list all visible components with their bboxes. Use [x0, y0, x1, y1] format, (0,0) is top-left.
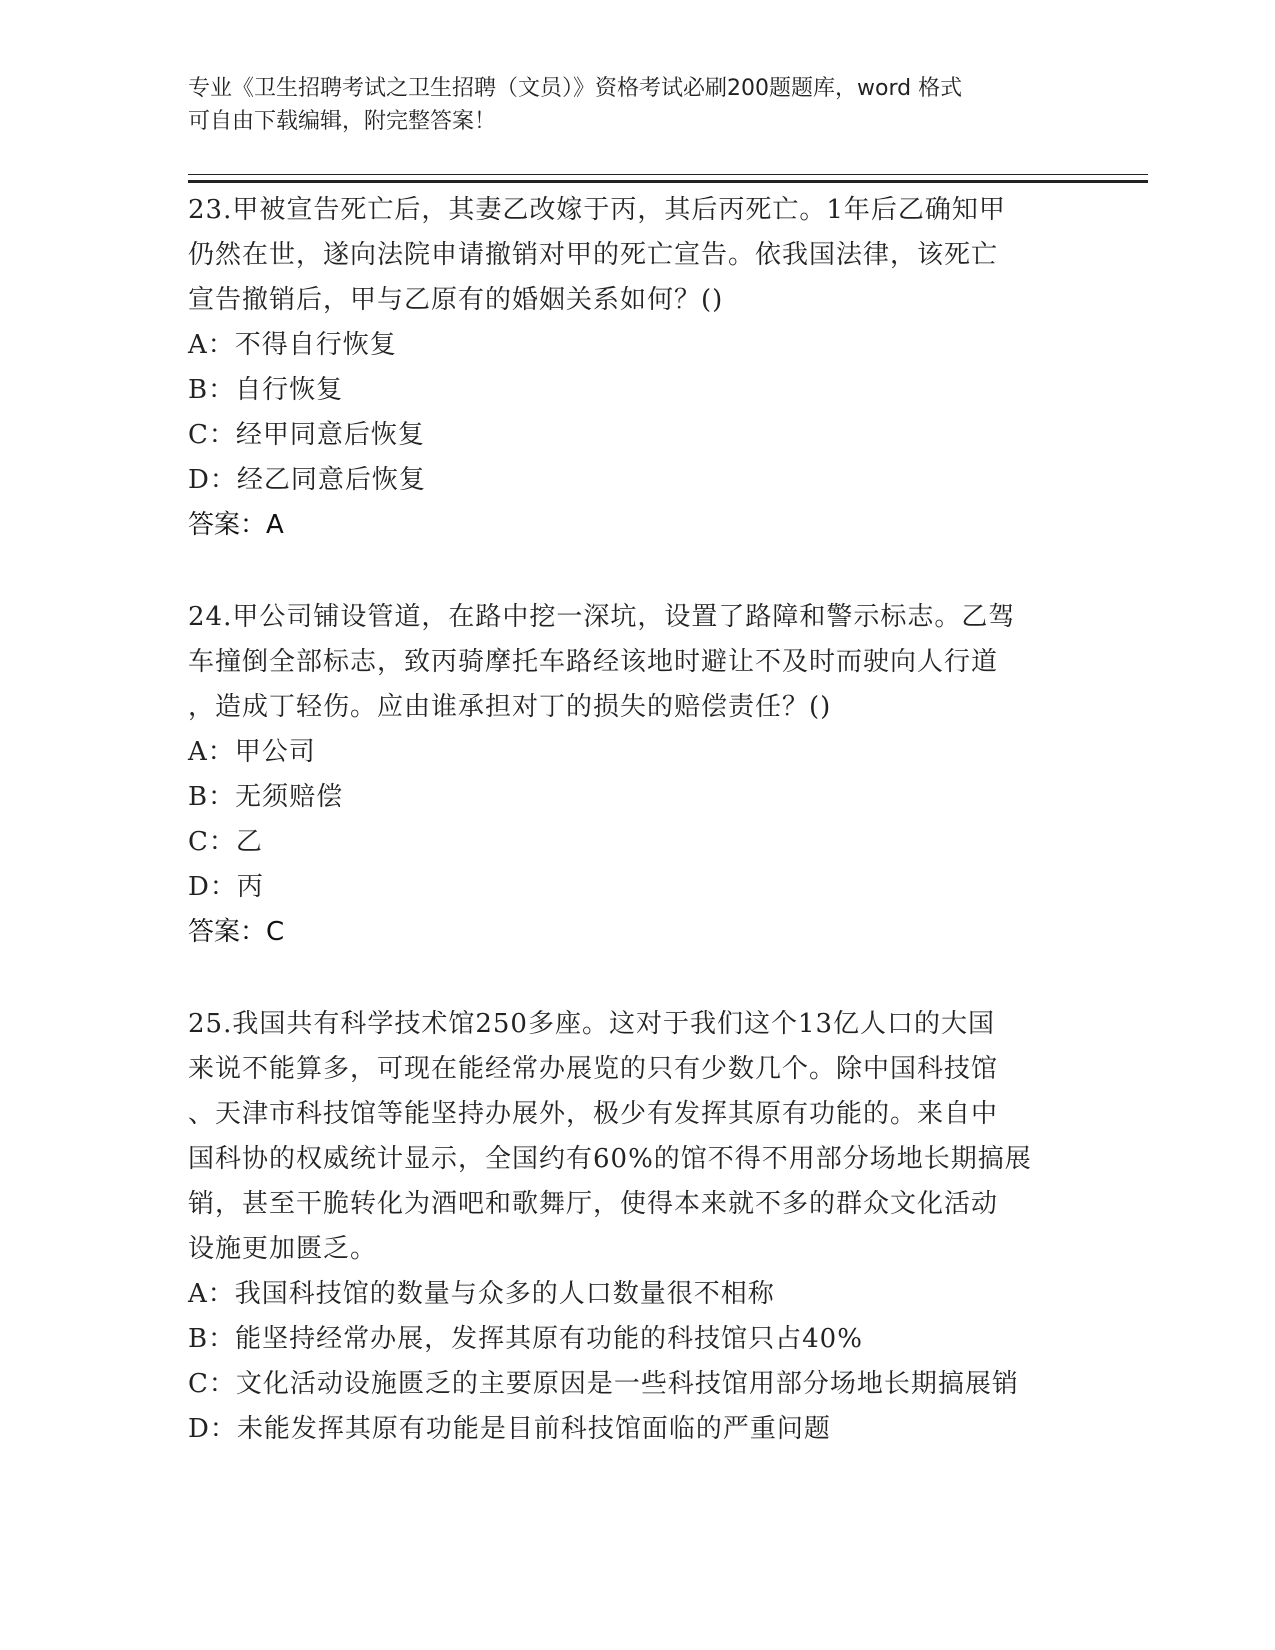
question-stem-line: 车撞倒全部标志，致丙骑摩托车路经该地时避让不及时而驶向人行道 [188, 647, 999, 677]
question-stem-line: 宣告撤销后，甲与乙原有的婚姻关系如何？() [188, 285, 724, 315]
answer-label: 答案：C [188, 917, 285, 947]
question-25 [188, 1002, 1088, 1452]
question-list [188, 188, 1088, 1452]
question-23 [188, 188, 1088, 548]
question-spacer [188, 955, 1088, 1002]
header-title-line-1: 专业《卫生招聘考试之卫生招聘（文员）》资格考试必刷200题题库，word 格式 [188, 76, 963, 101]
answer-label: 答案：A [188, 510, 284, 540]
header-divider-thin [188, 174, 1148, 175]
question-stem-line: 销，甚至干脆转化为酒吧和歌舞厅，使得本来就不多的群众文化活动 [188, 1189, 999, 1219]
option-d: D：未能发挥其原有功能是目前科技馆面临的严重问题 [188, 1414, 831, 1444]
option-c: C：经甲同意后恢复 [188, 420, 425, 450]
option-b: B：自行恢复 [188, 375, 344, 405]
question-stem-line: 25.我国共有科学技术馆250多座。这对于我们这个13亿人口的大国 [188, 1009, 996, 1039]
option-b: B：能坚持经常办展，发挥其原有功能的科技馆只占40% [188, 1324, 863, 1354]
question-stem-line: 仍然在世，遂向法院申请撤销对甲的死亡宣告。依我国法律，该死亡 [188, 240, 999, 270]
question-stem-line: ，造成丁轻伤。应由谁承担对丁的损失的赔偿责任？() [188, 692, 832, 722]
document-header [188, 72, 1068, 138]
question-spacer [188, 548, 1088, 595]
option-d: D：丙 [188, 872, 264, 902]
option-a: A：我国科技馆的数量与众多的人口数量很不相称 [188, 1279, 775, 1309]
question-stem-line: 24.甲公司铺设管道，在路中挖一深坑，设置了路障和警示标志。乙驾 [188, 602, 1016, 632]
question-stem-line: 设施更加匮乏。 [188, 1234, 378, 1264]
question-stem-line: 来说不能算多，可现在能经常办展览的只有少数几个。除中国科技馆 [188, 1054, 999, 1084]
question-stem-line: 、天津市科技馆等能坚持办展外，极少有发挥其原有功能的。来自中 [188, 1099, 999, 1129]
question-24 [188, 595, 1088, 955]
question-stem-line: 23.甲被宣告死亡后，其妻乙改嫁于丙，其后丙死亡。1年后乙确知甲 [188, 195, 1006, 225]
option-c: C：文化活动设施匮乏的主要原因是一些科技馆用部分场地长期搞展销 [188, 1369, 1019, 1399]
option-d: D：经乙同意后恢复 [188, 465, 426, 495]
header-divider-thick [188, 180, 1148, 183]
option-a: A：甲公司 [188, 737, 316, 767]
option-a: A：不得自行恢复 [188, 330, 397, 360]
option-c: C：乙 [188, 827, 263, 857]
option-b: B：无须赔偿 [188, 782, 344, 812]
question-stem-line: 国科协的权威统计显示，全国约有60%的馆不得不用部分场地长期搞展 [188, 1144, 1032, 1174]
header-title-line-2: 可自由下载编辑，附完整答案！ [188, 109, 497, 134]
